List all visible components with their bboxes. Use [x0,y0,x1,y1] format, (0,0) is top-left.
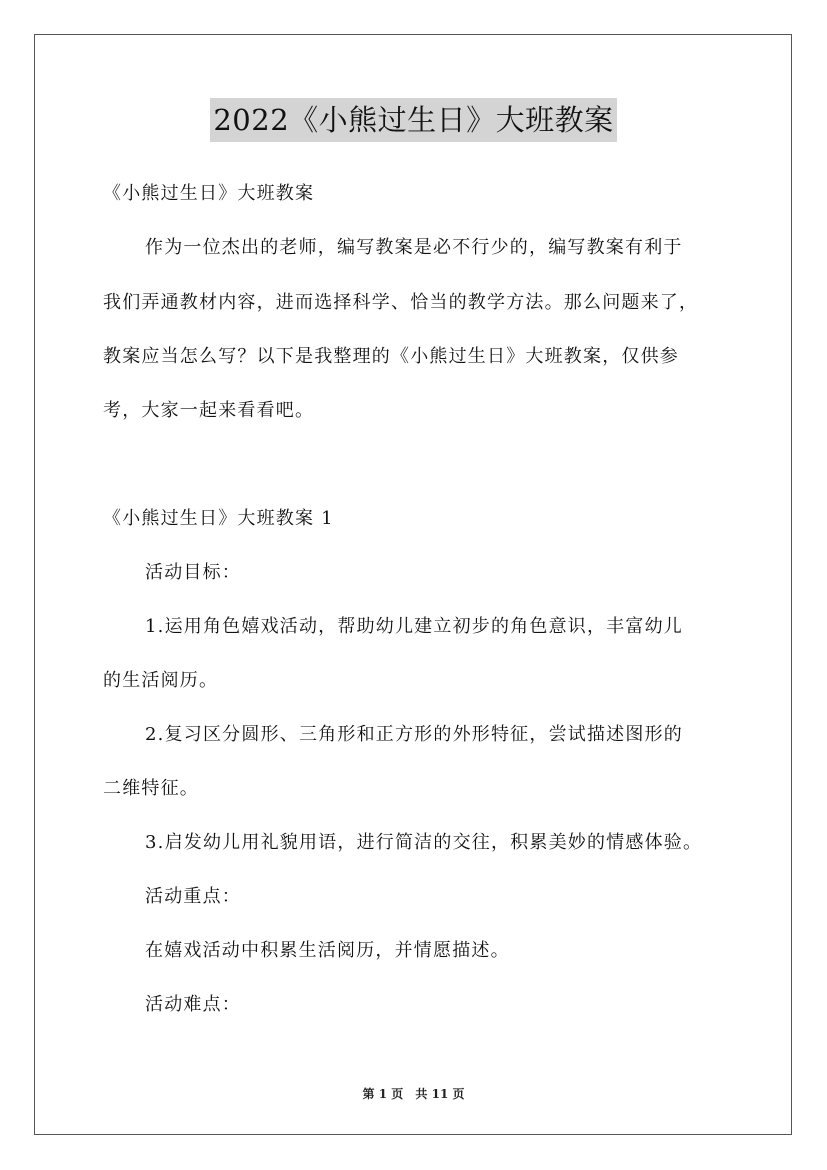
title-container [0,98,827,142]
page-total: 共 11 页 [415,1087,465,1101]
paragraph-line: 作为一位杰出的老师，编写教案是必不行少的，编写教案有利于 [145,237,683,258]
label-line: 活动目标： [145,562,241,583]
heading-line: 《小熊过生日》大班教案 [103,183,315,204]
list-item: 1.运用角色嬉戏活动，帮助幼儿建立初步的角色意识，丰富幼儿 [145,616,683,637]
list-item: 2.复习区分圆形、三角形和正方形的外形特征，尝试描述图形的 [145,724,683,745]
paragraph-line: 考，大家一起来看看吧。 [103,400,315,421]
page-number: 第 1 页 [362,1087,404,1101]
list-item-continuation: 的生活阅历。 [103,670,219,691]
paragraph-line: 教案应当怎么写？以下是我整理的《小熊过生日》大班教案，仅供参 [103,346,679,367]
label-line: 活动难点： [145,994,241,1015]
paragraph-line: 在嬉戏活动中积累生活阅历，并情愿描述。 [145,940,510,961]
section-heading: 《小熊过生日》大班教案 1 [103,508,334,529]
list-item: 3.启发幼儿用礼貌用语，进行简洁的交往，积累美妙的情感体验。 [145,832,703,853]
document-title: 2022《小熊过生日》大班教案 [210,98,616,142]
paragraph-line: 我们弄通教材内容，进而选择科学、恰当的教学方法。那么问题来了， [103,292,699,313]
list-item-continuation: 二维特征。 [103,778,199,799]
page-footer [0,1085,827,1102]
label-line: 活动重点： [145,886,241,907]
